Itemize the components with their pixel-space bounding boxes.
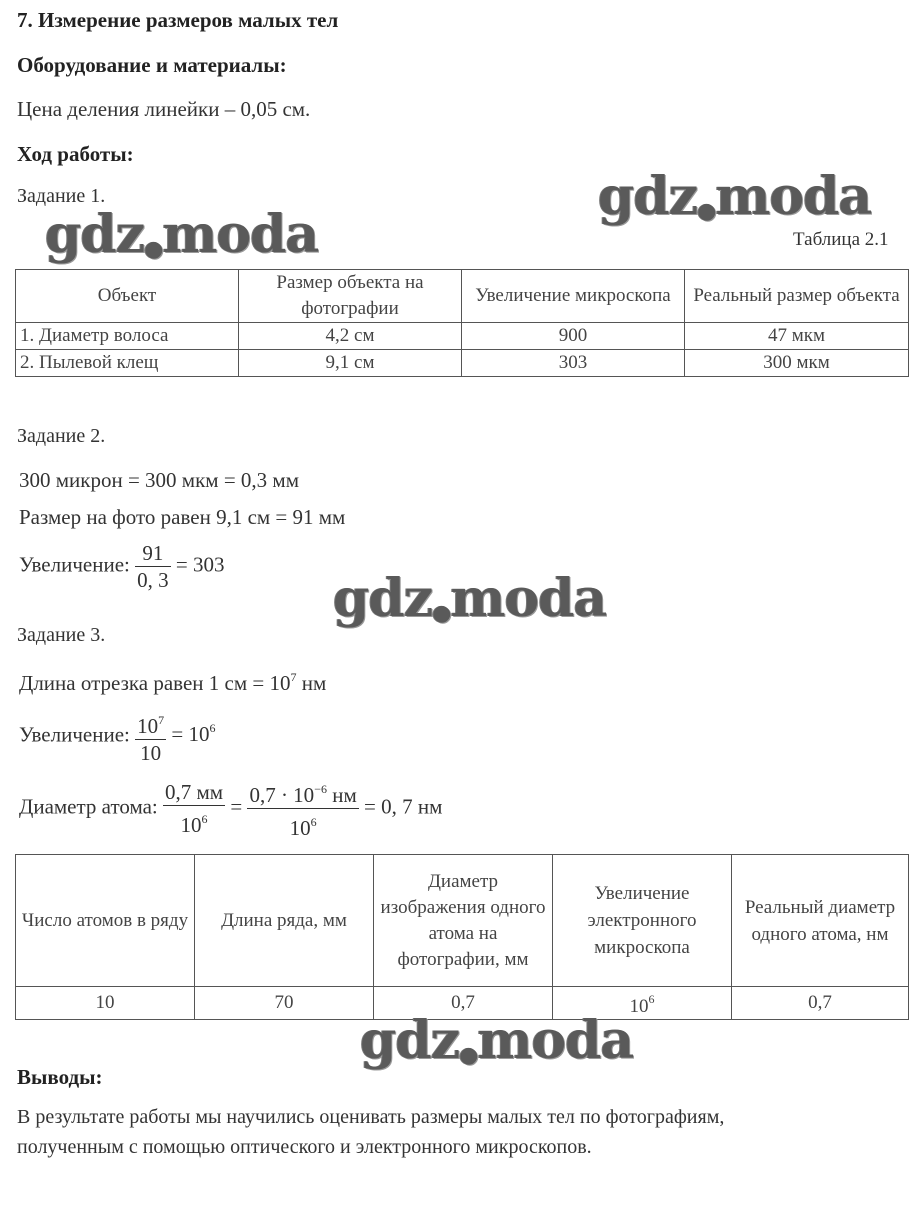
conclusions-text-line1: В результате работы мы научились оценивать размеры малых тел по фотографиям, — [17, 1106, 725, 1128]
task3-increase-formula — [19, 707, 215, 766]
table2-header: Диаметр изображения одного атома на фотографии, мм — [374, 855, 553, 987]
table-2 — [15, 854, 909, 1020]
conclusions-text-line2: полученным с помощью оптического и электронного микроскопов. — [17, 1136, 592, 1158]
table-row — [16, 350, 909, 377]
task3-d-result: = 0, 7 нм — [364, 794, 443, 819]
table2-header-row — [16, 855, 909, 987]
task3-inc-den: 10 — [140, 741, 162, 765]
task2-label: Задание 2. — [17, 425, 106, 447]
watermark: gdz●moda — [333, 568, 607, 629]
task3-diam-fraction-1 — [163, 779, 225, 838]
task2-line2: Размер на фото равен 9,1 см = 91 мм — [19, 505, 346, 529]
table1-cell: 47 мкм — [685, 323, 909, 350]
task3-line1-exp: 7 — [290, 670, 297, 684]
table2-header: Длина ряда, мм — [195, 855, 374, 987]
task1-label: Задание 1. — [17, 185, 106, 207]
task3-d2-num: $0,7 \cdot 10^{-6}$ нм — [247, 776, 358, 809]
table-1 — [15, 269, 909, 377]
task3-d1-den: $10^6$ — [180, 812, 208, 837]
equipment-heading: Оборудование и материалы: — [17, 53, 287, 77]
table2-cell-length: 70 — [195, 987, 374, 1020]
equipment-text: Цена деления линейки – 0,05 см. — [17, 97, 311, 121]
task3-increase-label: Увеличение: — [19, 722, 130, 747]
table1-caption: Таблица 2.1 — [793, 229, 889, 250]
table2-header: Реальный диаметр одного атома, нм — [732, 855, 909, 987]
table1-cell: 9,1 см — [239, 350, 462, 377]
task2-line1: 300 микрон = 300 мкм = 0,3 мм — [19, 468, 300, 492]
task3-inc-result: = $10^6$ — [171, 721, 216, 747]
table2-header: Число атомов в ряду — [16, 855, 195, 987]
table2-cell-real-diam: 0,7 — [732, 987, 909, 1020]
task3-line1-unit: нм — [301, 671, 327, 695]
task3-line1 — [19, 670, 326, 696]
table1-header: Увеличение микроскопа — [462, 270, 685, 323]
task3-line1-text: Длина отрезка равен 1 см = 10 — [19, 671, 291, 695]
task2-increase-formula — [19, 540, 224, 593]
task3-eq: = — [230, 794, 243, 819]
table1-cell: 4,2 см — [239, 323, 462, 350]
table1-header: Реальный размер объекта — [685, 270, 909, 323]
table-row — [16, 323, 909, 350]
table2-cell-zoom: $10^6$ — [553, 987, 732, 1020]
task3-diam-label: Диаметр атома: — [19, 794, 158, 819]
task2-increase-label: Увеличение: — [19, 552, 130, 577]
task2-fraction — [135, 540, 171, 593]
table1-cell: 2. Пылевой клещ — [16, 350, 239, 377]
table1-cell: 900 — [462, 323, 685, 350]
task3-inc-num: $10^7$ — [135, 707, 166, 740]
page-title: 7. Измерение размеров малых тел — [17, 8, 339, 32]
table2-cell-count: 10 — [16, 987, 195, 1020]
table1-header-row — [16, 270, 909, 323]
task2-frac-num: 91 — [135, 540, 171, 567]
task3-label: Задание 3. — [17, 624, 106, 646]
conclusions-heading: Выводы: — [17, 1065, 103, 1089]
table1-header: Объект — [16, 270, 239, 323]
procedure-heading: Ход работы: — [17, 142, 134, 166]
table2-cell-image-diam: 0,7 — [374, 987, 553, 1020]
task3-diameter-formula — [19, 776, 442, 841]
task2-frac-den: 0, 3 — [137, 568, 169, 592]
task3-d2-den: $10^6$ — [289, 815, 317, 840]
table1-cell: 1. Диаметр волоса — [16, 323, 239, 350]
task2-result: = 303 — [175, 552, 225, 577]
table1-header: Размер объекта на фотографии — [239, 270, 462, 323]
table1-cell: 300 мкм — [685, 350, 909, 377]
table1-cell: 303 — [462, 350, 685, 377]
task3-diam-fraction-2 — [247, 776, 358, 841]
table2-header: Увеличение электронного микроскопа — [553, 855, 732, 987]
task3-inc-fraction — [135, 707, 166, 766]
watermark: gdz●moda — [360, 1010, 634, 1071]
task3-d1-num: 0,7 мм — [165, 780, 224, 804]
watermark: gdz●moda — [45, 204, 319, 265]
watermark: gdz●moda — [598, 166, 872, 227]
